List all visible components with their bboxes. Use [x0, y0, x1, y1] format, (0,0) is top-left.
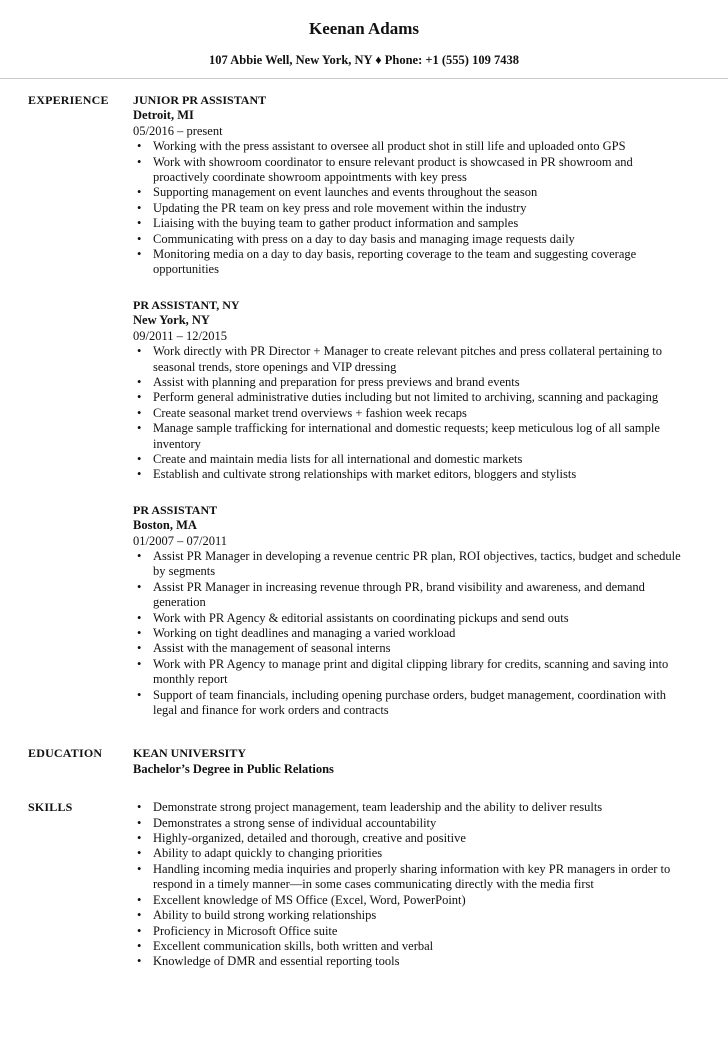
education-body	[133, 746, 688, 777]
job-entry	[133, 298, 688, 483]
skill-item: • Ability to adapt quickly to changing priorities	[133, 846, 688, 861]
skill-item: • Handling incoming media inquiries and properly sharing information with key PR managers in order to respond in a timely manner—in some cases communicating directly with the media first	[133, 862, 688, 893]
job-bullet: • Updating the PR team on key press and role movement within the industry	[133, 201, 688, 216]
job-bullet: • Liaising with the buying team to gather product information and samples	[133, 216, 688, 231]
job-title: PR ASSISTANT, NY	[133, 297, 240, 312]
section-label-experience: EXPERIENCE	[28, 93, 109, 107]
job-bullet: • Assist with the management of seasonal interns	[133, 641, 688, 656]
job-dates: 09/2011 – 12/2015	[133, 328, 227, 343]
job-entry	[133, 93, 688, 278]
section-label-education: EDUCATION	[28, 746, 103, 761]
skill-item: • Highly-organized, detailed and thorough, creative and positive	[133, 831, 688, 846]
skills-body	[133, 800, 688, 969]
experience-section	[0, 93, 728, 718]
job-bullet: • Assist with planning and preparation for press previews and brand events	[133, 375, 688, 390]
skill-item: • Excellent knowledge of MS Office (Excel, Word, PowerPoint)	[133, 893, 688, 908]
job-location: Detroit, MI	[133, 108, 194, 123]
section-label-skills: SKILLS	[28, 800, 73, 815]
job-title: PR ASSISTANT	[133, 502, 218, 517]
job-dates: 01/2007 – 07/2011	[133, 533, 227, 548]
job-bullet: • Monitoring media on a day to day basis, reporting coverage to the team and suggesting coverage opportunities	[133, 247, 688, 278]
school-name: KEAN UNIVERSITY	[133, 746, 247, 761]
job-location: Boston, MA	[133, 518, 197, 533]
job-bullet: • Support of team financials, including opening purchase orders, budget management, coordination with legal and finance for work orders and contracts	[133, 688, 688, 719]
degree: Bachelor’s Degree in Public Relations	[133, 761, 334, 776]
job-bullet: • Establish and cultivate strong relationships with market editors, bloggers and stylists	[133, 467, 688, 482]
job-bullet: • Supporting management on event launches and events throughout the season	[133, 185, 688, 200]
skill-item: • Knowledge of DMR and essential reporting tools	[133, 954, 688, 969]
job-dates: 05/2016 – present	[133, 123, 223, 138]
job-bullet: • Working on tight deadlines and managing a varied workload	[133, 626, 688, 641]
job-bullet: • Work with PR Agency to manage print and digital clipping library for credits, scanning and saving into monthly report	[133, 657, 688, 688]
resume-header	[0, 0, 728, 68]
job-bullet-list	[133, 139, 688, 278]
skill-item: • Ability to build strong working relationships	[133, 908, 688, 923]
job-bullet: • Assist PR Manager in increasing revenue through PR, brand visibility and awareness, and demand generation	[133, 580, 688, 611]
job-bullet: • Work with PR Agency & editorial assistants on coordinating pickups and send outs	[133, 611, 688, 626]
job-bullet-list	[133, 344, 688, 483]
skill-item: • Excellent communication skills, both written and verbal	[133, 939, 688, 954]
skills-list	[133, 800, 688, 969]
job-bullet: • Work with showroom coordinator to ensure relevant product is showcased in PR showroom and proactively coordinate showroom appointments with key press	[133, 155, 688, 186]
job-location: New York, NY	[133, 313, 210, 328]
job-bullet: • Assist PR Manager in developing a revenue centric PR plan, ROI objectives, tactics, budget and schedule by segments	[133, 549, 688, 580]
education-section	[0, 746, 728, 777]
skills-section	[0, 800, 728, 969]
header-divider	[0, 78, 728, 79]
contact-line: 107 Abbie Well, New York, NY ♦ Phone: +1 (555) 109 7438	[209, 53, 519, 67]
job-bullet-list	[133, 549, 688, 718]
job-entry	[133, 503, 688, 719]
skill-item: • Demonstrate strong project management, team leadership and the ability to deliver results	[133, 800, 688, 815]
skill-item: • Proficiency in Microsoft Office suite	[133, 924, 688, 939]
job-bullet: • Manage sample trafficking for international and domestic requests; keep meticulous log of all sample inventory	[133, 421, 688, 452]
skill-item: • Demonstrates a strong sense of individual accountability	[133, 816, 688, 831]
job-title: JUNIOR PR ASSISTANT	[133, 93, 267, 107]
job-bullet: • Perform general administrative duties including but not limited to archiving, scanning and packaging	[133, 390, 688, 405]
experience-body	[133, 93, 688, 718]
job-bullet: • Create seasonal market trend overviews + fashion week recaps	[133, 406, 688, 421]
job-bullet: • Work directly with PR Director + Manager to create relevant pitches and press collateral pertaining to seasonal trends, store openings and VIP dressing	[133, 344, 688, 375]
job-bullet: • Create and maintain media lists for all international and domestic markets	[133, 452, 688, 467]
candidate-name: Keenan Adams	[308, 19, 420, 38]
job-bullet: • Working with the press assistant to oversee all product shot in still life and uploaded onto GPS	[133, 139, 688, 154]
job-bullet: • Communicating with press on a day to day basis and managing image requests daily	[133, 232, 688, 247]
